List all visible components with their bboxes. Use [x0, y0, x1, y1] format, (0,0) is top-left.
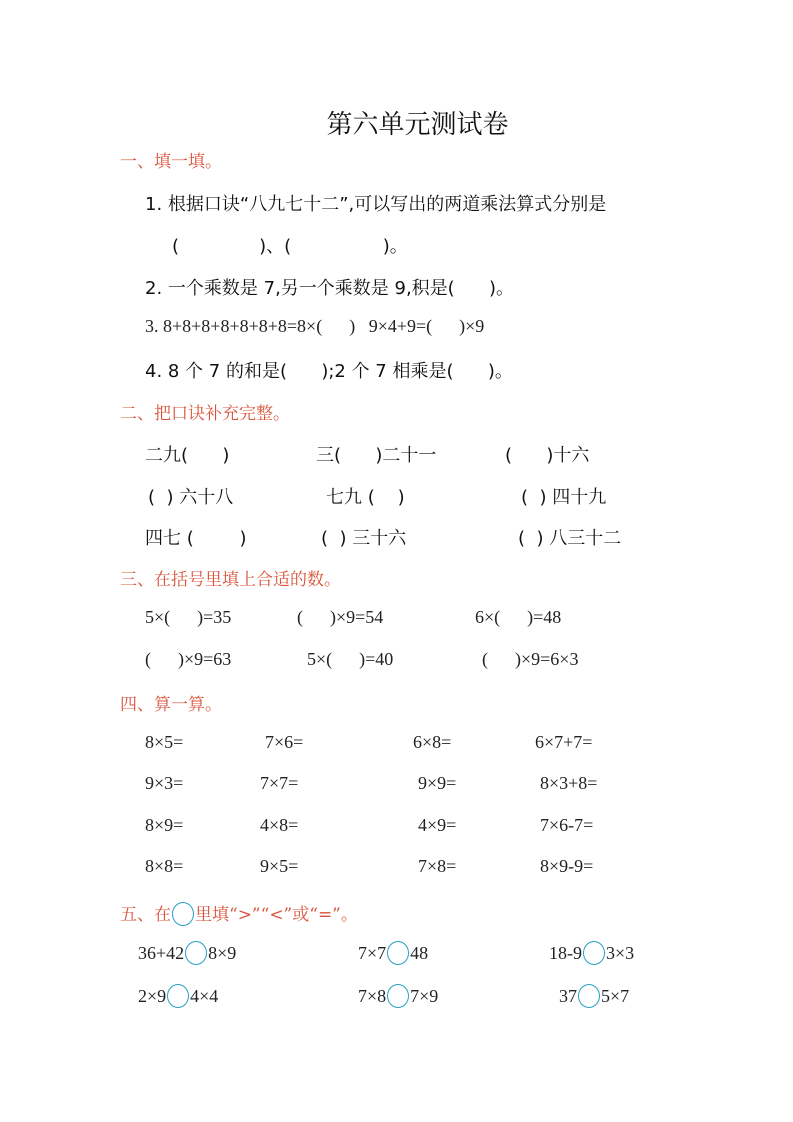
compare-item: 18-9 3×3 — [549, 943, 635, 963]
koujue-item: 三( )二十一 — [316, 445, 437, 466]
fill-equation: 5×( )=40 — [307, 649, 394, 669]
calc-item: 7×6= — [265, 732, 304, 752]
section-1-heading: 一、填一填。 — [120, 152, 222, 172]
koujue-item: 七九 ( ) — [326, 487, 405, 508]
calc-item: 9×3= — [145, 773, 184, 793]
calc-item: 9×5= — [260, 856, 299, 876]
question-2: 2. 一个乘数是 7,另一个乘数是 9,积是( )。 — [145, 278, 515, 299]
calc-item: 6×7+7= — [535, 732, 593, 752]
compare-circle-input[interactable] — [583, 941, 605, 965]
koujue-item: ( ) 三十六 — [321, 528, 407, 549]
fill-equation: ( )×9=6×3 — [482, 649, 579, 669]
question-1-line-1: 1. 根据口诀“八九七十二”,可以写出的两道乘法算式分别是 — [145, 194, 607, 215]
compare-circle-input[interactable] — [387, 941, 409, 965]
calc-item: 4×8= — [260, 815, 299, 835]
question-4: 4. 8 个 7 的和是( );2 个 7 相乘是( )。 — [145, 361, 513, 382]
compare-item: 37 5×7 — [559, 986, 630, 1006]
compare-item: 36+42 8×9 — [138, 943, 237, 963]
compare-circle-input[interactable] — [578, 984, 600, 1008]
calc-item: 8×5= — [145, 732, 184, 752]
section-3-heading: 三、在括号里填上合适的数。 — [120, 570, 341, 590]
calc-item: 8×9-9= — [540, 856, 594, 876]
calc-item: 8×9= — [145, 815, 184, 835]
calc-item: 8×3+8= — [540, 773, 598, 793]
calc-item: 6×8= — [413, 732, 452, 752]
calc-item: 4×9= — [418, 815, 457, 835]
compare-item: 2×9 4×4 — [138, 986, 219, 1006]
fill-equation: 6×( )=48 — [475, 607, 562, 627]
koujue-item: ( ) 四十九 — [521, 487, 607, 508]
compare-item: 7×7 48 — [358, 943, 429, 963]
compare-item: 7×8 7×9 — [358, 986, 439, 1006]
section-5-heading: 五、在 里填“>”“<”或“=”。 — [120, 900, 358, 926]
circle-blank-icon — [172, 902, 194, 926]
section-4-heading: 四、算一算。 — [120, 695, 222, 715]
koujue-item: 二九( ) — [145, 445, 230, 466]
fill-equation: ( )×9=63 — [145, 649, 232, 669]
koujue-item: ( ) 六十八 — [148, 487, 234, 508]
compare-circle-input[interactable] — [167, 984, 189, 1008]
question-1-blanks: ( )、( )。 — [172, 236, 408, 257]
fill-equation: 5×( )=35 — [145, 607, 232, 627]
koujue-item: ( ) 八三十二 — [518, 528, 622, 549]
calc-item: 8×8= — [145, 856, 184, 876]
calc-item: 9×9= — [418, 773, 457, 793]
question-3: 3. 8+8+8+8+8+8+8=8×( ) 9×4+9=( )×9 — [145, 316, 485, 336]
koujue-item: ( )十六 — [505, 445, 590, 466]
koujue-item: 四七 ( ) — [145, 528, 247, 549]
calc-item: 7×6-7= — [540, 815, 594, 835]
calc-item: 7×8= — [418, 856, 457, 876]
page-title: 第六单元测试卷 — [326, 110, 509, 140]
section-2-heading: 二、把口诀补充完整。 — [120, 404, 290, 424]
compare-circle-input[interactable] — [387, 984, 409, 1008]
compare-circle-input[interactable] — [185, 941, 207, 965]
fill-equation: ( )×9=54 — [297, 607, 384, 627]
calc-item: 7×7= — [260, 773, 299, 793]
